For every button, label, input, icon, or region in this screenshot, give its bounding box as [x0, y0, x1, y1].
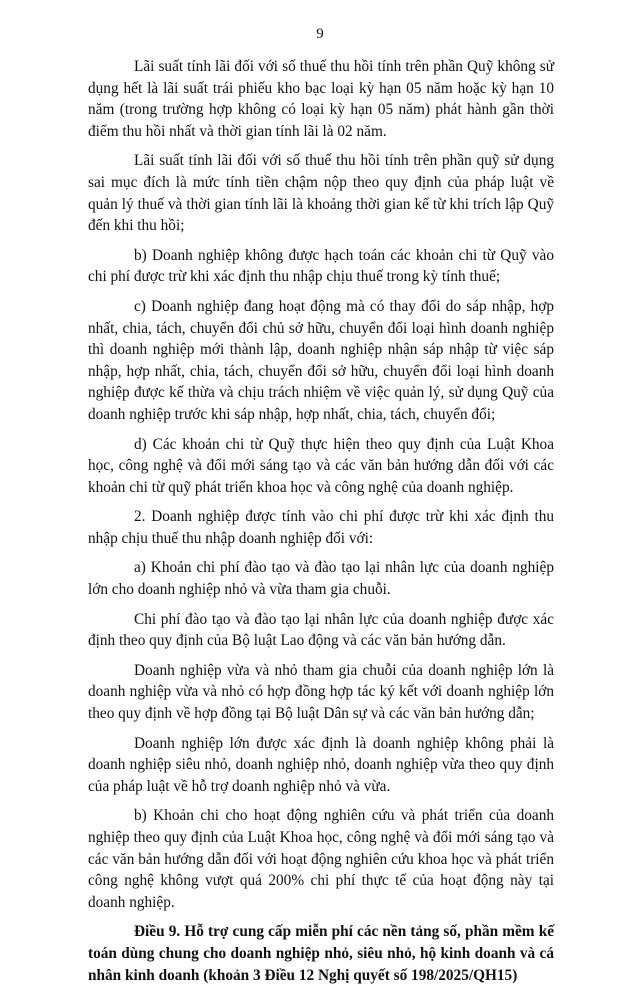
paragraph-clause-2b: b) Khoản chi cho hoạt động nghiên cứu và phát triển của doanh nghiệp theo quy định của Luật Khoa học, công nghệ và đổi mới sáng tạo và các văn bản hướng dẫn đối với hoạt động nghiên cứu khoa học và phát triển công nghệ không vượt quá 200% chi phí thực tế của hoạt động này tại doanh nghiệp. [88, 807, 554, 911]
paragraph-item-b: b) Doanh nghiệp không được hạch toán các khoản chi từ Quỹ vào chi phí được trừ khi xác định thu nhập chịu thuế trong kỳ tính thuế; [88, 246, 554, 286]
paragraph-item-c: c) Doanh nghiệp đang hoạt động mà có thay đổi do sáp nhập, hợp nhất, chia, tách, chuyển đổi chủ sở hữu, chuyển đổi loại hình doanh nghiệp thì doanh nghiệp mới thành lập, doanh nghiệp nhận sáp nhập từ việc sáp nhập, hợp nhất, chia, tách, chuyển đổi sở hữu, chuyển đổi loại hình doanh nghiệp được kế thừa và chịu trách nhiệm về việc quản lý, sử dụng Quỹ của doanh nghiệp trước khi sáp nhập, hợp nhất, chia, tách, chuyển đổi; [88, 297, 554, 423]
paragraph-interest-misused: Lãi suất tính lãi đối với số thuế thu hồi tính trên phần quỹ sử dụng sai mục đích là mức tính tiền chậm nộp theo quy định của pháp luật về quản lý thuế và thời gian tính lãi là khoảng thời gian kể từ khi trích lập Quỹ đến khi thu hồi; [88, 152, 554, 235]
paragraph-interest-unused: Lãi suất tính lãi đối với số thuế thu hồi tính trên phần Quỹ không sử dụng hết là lãi suất trái phiếu kho bạc loại kỳ hạn 05 năm hoặc kỳ hạn 10 năm (trong trường hợp không có loại kỳ hạn 05 năm) phát hành gần thời điểm thu hồi nhất và thời gian tính lãi là 02 năm. [88, 58, 554, 140]
paragraph-sme-chain: Doanh nghiệp vừa và nhỏ tham gia chuỗi của doanh nghiệp lớn là doanh nghiệp vừa và nhỏ có hợp đồng hợp tác ký kết với doanh nghiệp lớn theo quy định về hợp đồng tại Bộ luật Dân sự và các văn bản hướng dẫn; [88, 661, 554, 723]
document-body [88, 56, 554, 994]
page-number: 9 [316, 26, 324, 42]
paragraph-item-d: d) Các khoản chi từ Quỹ thực hiện theo quy định của Luật Khoa học, công nghệ và đổi mới sáng tạo và các văn bản hướng dẫn đối với các khoản chi từ quỹ phát triển khoa học và công nghệ của doanh nghiệp. [88, 435, 554, 496]
paragraph-large-enterprise: Doanh nghiệp lớn được xác định là doanh nghiệp không phải là doanh nghiệp siêu nhỏ, doanh nghiệp nhỏ, doanh nghiệp vừa theo quy định của pháp luật về hỗ trợ doanh nghiệp nhỏ và vừa. [88, 734, 554, 795]
paragraph-clause-2: 2. Doanh nghiệp được tính vào chi phí được trừ khi xác định thu nhập chịu thuế thu nhập doanh nghiệp đối với: [88, 508, 554, 547]
paragraph-training-costs: Chi phí đào tạo và đào tạo lại nhân lực của doanh nghiệp được xác định theo quy định của Bộ luật Lao động và các văn bản hướng dẫn. [88, 610, 554, 650]
paragraph-clause-2a: a) Khoản chi phí đào tạo và đào tạo lại nhân lực của doanh nghiệp lớn cho doanh nghiệp nhỏ và vừa tham gia chuỗi. [88, 559, 554, 599]
article-9-heading: Điều 9. Hỗ trợ cung cấp miễn phí các nền tảng số, phần mềm kế toán dùng chung cho doanh nghiệp nhỏ, siêu nhỏ, hộ kinh doanh và cá nhân kinh doanh (khoản 3 Điều 12 Nghị quyết số 198/2025/QH15) [88, 923, 554, 984]
